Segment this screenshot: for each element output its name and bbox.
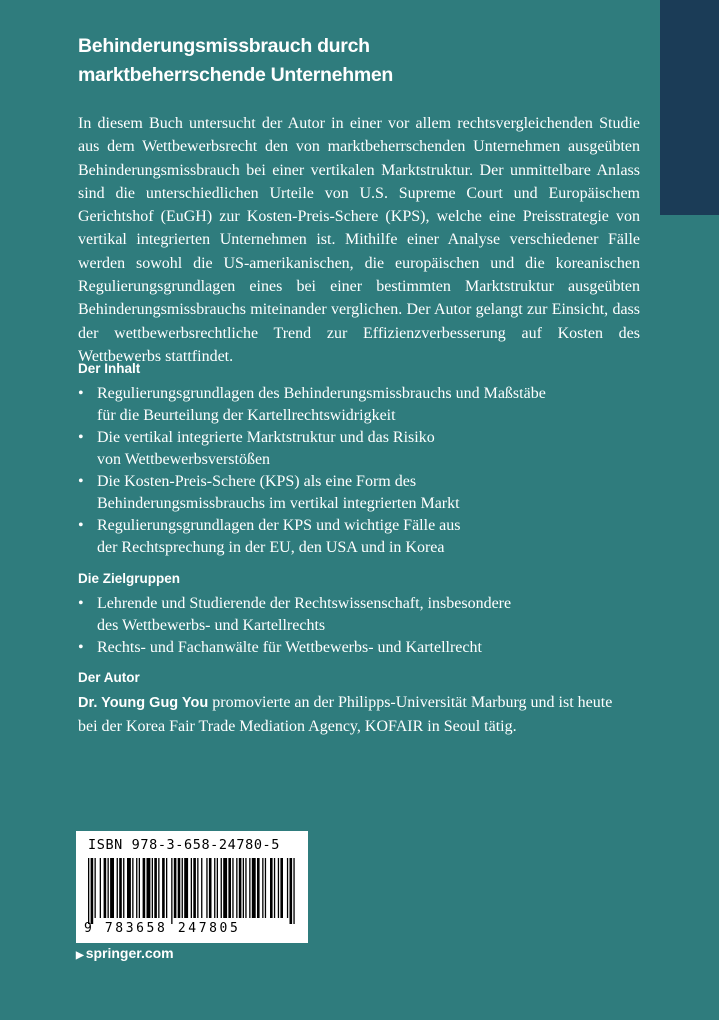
- barcode-bar: [201, 858, 202, 918]
- contents-heading: Der Inhalt: [78, 361, 141, 376]
- title-line-1: Behinderungsmissbrauch durch: [78, 35, 370, 57]
- barcode-bar: [139, 858, 140, 918]
- contents-list: [78, 383, 638, 559]
- title-line-2: marktbeherrschende Unternehmen: [78, 64, 394, 86]
- website-link[interactable]: ▶ springer.com: [76, 945, 174, 961]
- intro-paragraph: In diesem Buch untersucht der Autor in einer vor allem rechtsvergleichenden Studie aus dem Wettbewerbsrecht den von marktbeherrschenden Unternehmen ausgeübten Behinderungsmissbrauch bei einer vertikalen Marktstruktur. Der unmittelbare Anlass sind die unterschiedlichen Urteile von U.S. Supreme Court und Europäischem Gerichtshof (EuGH) zur Kosten-Preis-Schere (KPS), welche eine Preisstrategie von vertikal integrierten Unternehmen ist. Mithilfe einer Analyse verschiedener Fälle werden sowohl die US-amerikanischen, die europäischen und die koreanischen Regulierungsgrundlagen eines bei einer bestimmten Marktstruktur ausgeübten Behinderungsmissbrauchs miteinander verglichen. Der Autor gelangt zur Einsicht, dass der wettbewerbsrechtliche Trend zur Effizienzverbesserung auf Kosten des Wettbewerbs stattfindet.: [78, 115, 640, 365]
- barcode-bar: [257, 858, 260, 918]
- barcode-bar: [252, 858, 256, 918]
- barcode-bar: [91, 858, 94, 924]
- barcode-bar: [154, 858, 157, 918]
- barcode-bar: [287, 858, 288, 918]
- author-bio: Dr. Young Gug You promovierte an der Philipps-Universität Marburg und ist heute bei der Korea Fair Trade Mediation Agency, KOFAIR in Seoul tätig.: [78, 694, 613, 735]
- barcode-bar: [100, 858, 101, 918]
- audience-heading: Die Zielgruppen: [78, 571, 181, 586]
- barcode-bar: [174, 858, 177, 918]
- barcode-bar: [217, 858, 218, 918]
- barcode-bar: [209, 858, 212, 918]
- barcode-bar: [278, 858, 279, 918]
- barcode-bar: [184, 858, 188, 918]
- barcode-bar: [127, 858, 131, 918]
- barcode-bar: [166, 858, 167, 918]
- author-heading: Der Autor: [78, 670, 140, 685]
- barcode-bar: [197, 858, 198, 918]
- barcode-bar: [223, 858, 227, 918]
- barcode-bar: [274, 858, 275, 918]
- barcode-bar: [243, 858, 244, 918]
- list-item: • Lehrende und Studierende der Rechtswissenschaft, insbesondere des Wettbewerbs- und Kartellrechts: [78, 595, 512, 634]
- barcode-bar: [182, 858, 183, 918]
- barcode-bar: [293, 858, 294, 924]
- barcode-bar: [110, 858, 114, 918]
- list-item: • Rechts- und Fachanwälte für Wettbewerbs- und Kartellrecht: [78, 639, 482, 656]
- audience-list: [78, 593, 638, 660]
- barcode-bar: [117, 858, 118, 918]
- author-name: Dr. Young Gug You: [78, 695, 209, 711]
- barcode-bar: [95, 858, 96, 918]
- barcode-bar: [221, 858, 222, 918]
- barcode-bar: [265, 858, 266, 918]
- barcode-bar: [171, 858, 172, 924]
- barcode-bar: [193, 858, 196, 918]
- barcode-bar: [143, 858, 146, 918]
- barcode-bar: [245, 858, 246, 918]
- barcode-bar: [104, 858, 107, 918]
- list-item: • Regulierungsgrundlagen des Behinderungsmissbrauchs und Maßstäbe für die Beurteilung der Kartellrechtswidrigkeit: [78, 385, 546, 424]
- barcode-bar: [290, 858, 293, 924]
- barcode-bar: [158, 858, 159, 918]
- list-item: • Die Kosten-Preis-Schere (KPS) als eine Form des Behinderungsmissbrauchs im vertikal integrierten Markt: [78, 473, 460, 512]
- barcode-bar: [239, 858, 242, 918]
- barcode-bar: [232, 858, 233, 918]
- barcode-bar: [228, 858, 231, 918]
- barcode-bar: [108, 858, 109, 918]
- barcode-bar: [88, 858, 89, 924]
- barcode-bar: [119, 858, 122, 918]
- barcode-bar: [132, 858, 133, 918]
- barcode-bar: [206, 858, 207, 918]
- book-title: [78, 32, 638, 90]
- list-item: • Regulierungsgrundlagen der KPS und wichtige Fälle aus der Rechtsprechung in der EU, den USA und in Korea: [78, 517, 461, 556]
- barcode-bar: [178, 858, 181, 918]
- list-item: • Die vertikal integrierte Marktstruktur und das Risiko von Wettbewerbsverstößen: [78, 429, 435, 468]
- barcode-bar: [262, 858, 263, 918]
- barcode-bar: [236, 858, 237, 918]
- corner-accent-block: [660, 0, 719, 215]
- barcode-bar: [136, 858, 137, 918]
- isbn-label: ISBN 978-3-658-24780-5: [88, 837, 281, 853]
- barcode-bar: [123, 858, 124, 918]
- barcode-bar: [191, 858, 192, 918]
- barcode-bar: [280, 858, 283, 918]
- barcode: [84, 858, 300, 924]
- barcode-bar: [214, 858, 215, 918]
- isbn-barcode-box: [76, 831, 308, 943]
- barcode-bar: [147, 858, 151, 918]
- barcode-bar: [249, 858, 250, 918]
- barcode-bar: [152, 858, 153, 918]
- arrow-icon: ▶: [76, 950, 84, 961]
- barcode-bar: [270, 858, 273, 918]
- isbn-digits: 9 783658 247805: [84, 921, 241, 936]
- barcode-bar: [162, 858, 165, 918]
